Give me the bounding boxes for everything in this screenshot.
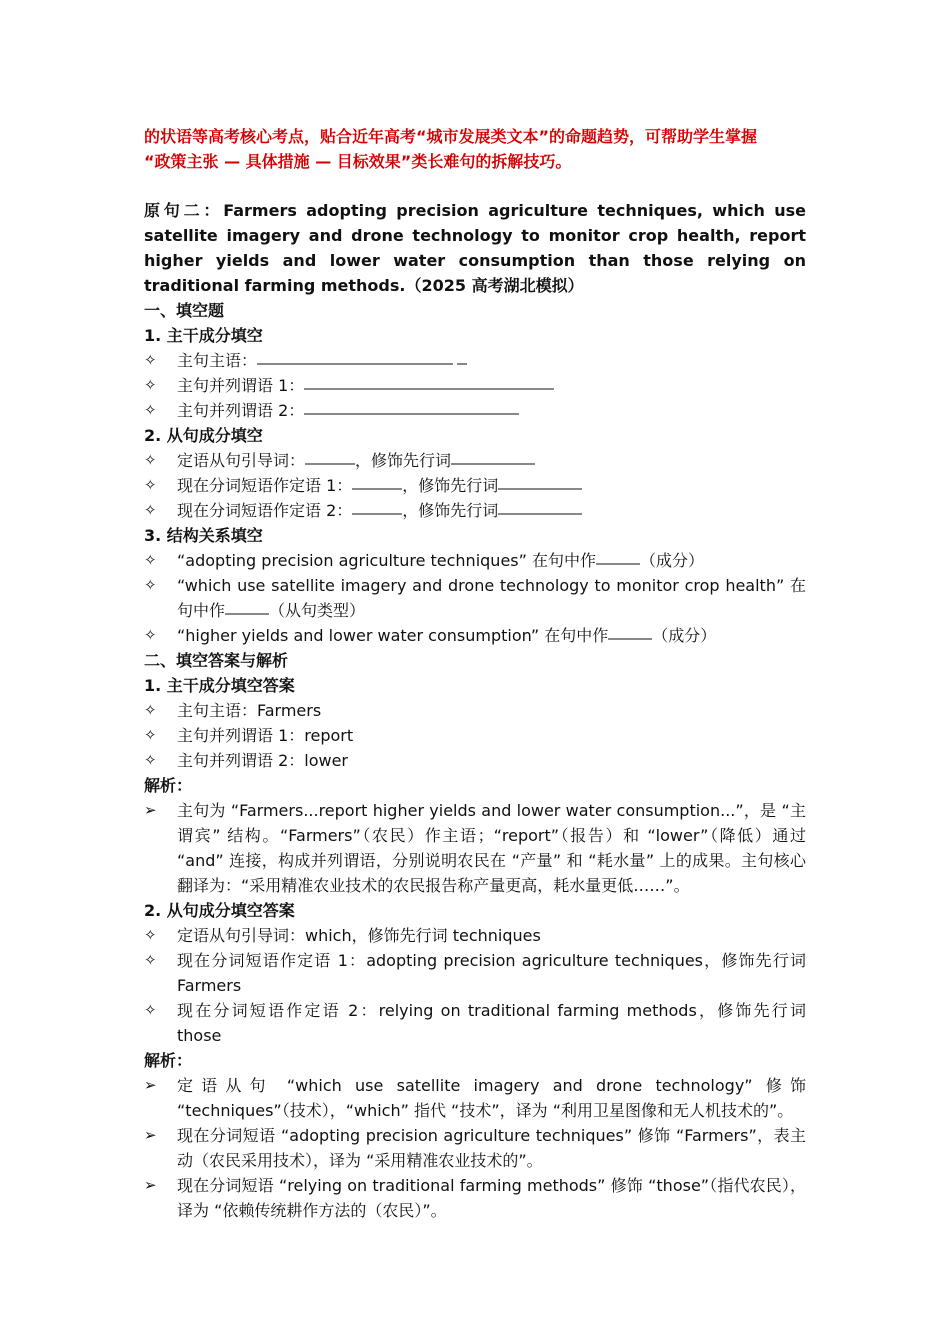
list-item [144, 723, 806, 748]
item-text: 主句并列谓语 2： [177, 401, 305, 420]
section2-title: 二、填空答案与解析 [144, 651, 289, 670]
analysis-item [144, 1073, 806, 1123]
list-item [144, 923, 806, 948]
section1-part1-title: 1. 主干成分填空 [144, 326, 263, 345]
diamond-icon: ✧ [144, 576, 157, 594]
diamond-icon: ✧ [144, 476, 157, 494]
list-item [144, 498, 806, 523]
answer-blank[interactable] [596, 552, 640, 566]
diamond-icon: ✧ [144, 726, 157, 744]
analysis-label: 解析： [144, 1051, 193, 1070]
item-text: （从句类型） [269, 601, 366, 620]
diamond-icon: ✧ [144, 701, 157, 719]
list-item [144, 573, 806, 623]
list-item [144, 448, 806, 473]
list-item [144, 548, 806, 573]
answer-blank[interactable] [304, 377, 554, 391]
diamond-icon: ✧ [144, 926, 157, 944]
diamond-icon: ✧ [144, 751, 157, 769]
list-item [144, 748, 806, 773]
item-text: （成分） [640, 551, 705, 570]
item-text: 现在分词短语作定语 2： [177, 501, 353, 520]
diamond-icon: ✧ [144, 451, 157, 469]
answer-blank[interactable] [498, 477, 582, 491]
list-item [144, 348, 806, 373]
diamond-icon: ✧ [144, 951, 157, 969]
section1-part2-title: 2. 从句成分填空 [144, 426, 263, 445]
intro-line-2: “政策主张 — 具体措施 — 目标效果”类长难句的拆解技巧。 [144, 152, 572, 171]
analysis-text: 主句为 “Farmers...report higher yields and lower water consumption...”，是 “主谓宾” 结构。“Farmers”（农民）作主语；“report”（报告）和 “lower”（降低）通过 “and” 连接，构成并列谓语，分别说明农民在 “产量” 和 “耗水量” 上的成果。主句核心翻译为：“采用精准农业技术的农民报告称产量更高，耗水量更低……”。 [177, 801, 806, 895]
diamond-icon: ✧ [144, 626, 157, 644]
item-text: “adopting precision agriculture techniques” 在句中作 [177, 551, 596, 570]
diamond-icon: ✧ [144, 351, 157, 369]
arrow-icon: ➢ [144, 801, 157, 819]
item-text: 主句并列谓语 1： [177, 376, 305, 395]
section1-part3-title: 3. 结构关系填空 [144, 526, 263, 545]
analysis-item [144, 1173, 806, 1223]
item-text: （成分） [652, 626, 717, 645]
analysis-item [144, 1123, 806, 1173]
answer-blank[interactable] [257, 352, 467, 366]
item-text: 主句并列谓语 2：lower [177, 751, 349, 770]
analysis-item [144, 798, 806, 898]
diamond-icon: ✧ [144, 1001, 157, 1019]
diamond-icon: ✧ [144, 551, 157, 569]
item-text: “higher yields and lower water consumption” 在句中作 [177, 626, 609, 645]
item-text: 定语从句引导词： [177, 451, 306, 470]
diamond-icon: ✧ [144, 376, 157, 394]
answer-blank[interactable] [352, 477, 402, 491]
section1-title: 一、填空题 [144, 301, 225, 320]
diamond-icon: ✧ [144, 501, 157, 519]
list-item [144, 698, 806, 723]
arrow-icon: ➢ [144, 1126, 157, 1144]
original-sentence [144, 198, 806, 298]
list-item [144, 948, 806, 998]
answer-blank[interactable] [305, 452, 355, 466]
item-text: “which use satellite imagery and drone technology to monitor crop health” 在句中作 [177, 576, 806, 620]
item-text: 现在分词短语作定语 1：adopting precision agriculture techniques，修饰先行词 Farmers [177, 951, 806, 995]
item-text: ，修饰先行词 [355, 451, 452, 470]
arrow-icon: ➢ [144, 1076, 157, 1094]
list-item [144, 398, 806, 423]
answer-blank[interactable] [304, 402, 519, 416]
answer-blank[interactable] [352, 502, 402, 516]
original-source: （2025 高考湖北模拟） [405, 276, 584, 295]
section2-part1-title: 1. 主干成分填空答案 [144, 676, 295, 695]
section2-part2-title: 2. 从句成分填空答案 [144, 901, 295, 920]
answer-blank[interactable] [225, 602, 269, 616]
arrow-icon: ➢ [144, 1176, 157, 1194]
analysis-text: 现在分词短语 “adopting precision agriculture techniques” 修饰 “Farmers”，表主动（农民采用技术），译为 “采用精准农业技术的”。 [177, 1126, 806, 1170]
answer-blank[interactable] [498, 502, 582, 516]
list-item [144, 473, 806, 498]
document-page [144, 124, 806, 1223]
item-text: 现在分词短语作定语 2：relying on traditional farming methods，修饰先行词 those [177, 1001, 806, 1045]
diamond-icon: ✧ [144, 401, 157, 419]
item-text: 定语从句引导词：which，修饰先行词 techniques [177, 926, 541, 945]
answer-blank[interactable] [451, 452, 535, 466]
list-item [144, 998, 806, 1048]
list-item [144, 623, 806, 648]
list-item [144, 373, 806, 398]
intro-paragraph [144, 124, 806, 174]
original-text: Farmers adopting precision agriculture techniques, which use satellite imagery and drone technology to monitor crop health, report higher yields and lower water consumption than those relying on traditional farming methods. [144, 201, 806, 295]
item-text: 现在分词短语作定语 1： [177, 476, 353, 495]
answer-blank[interactable] [608, 627, 652, 641]
item-text: 主句并列谓语 1：report [177, 726, 354, 745]
original-label: 原句二： [144, 201, 224, 220]
item-text: 主句主语： [177, 351, 258, 370]
item-text: ，修饰先行词 [402, 476, 499, 495]
intro-line-1: 的状语等高考核心考点，贴合近年高考“城市发展类文本”的命题趋势，可帮助学生掌握 [144, 127, 758, 146]
item-text: ，修饰先行词 [402, 501, 499, 520]
analysis-text: 定语从句 “which use satellite imagery and drone technology” 修饰 “techniques”（技术），“which” 指代 “技术”，译为 “利用卫星图像和无人机技术的”。 [177, 1076, 806, 1120]
item-text: 主句主语：Farmers [177, 701, 322, 720]
analysis-text: 现在分词短语 “relying on traditional farming methods” 修饰 “those”（指代农民），译为 “依赖传统耕作方法的（农民）”。 [177, 1176, 806, 1220]
analysis-label: 解析： [144, 776, 193, 795]
